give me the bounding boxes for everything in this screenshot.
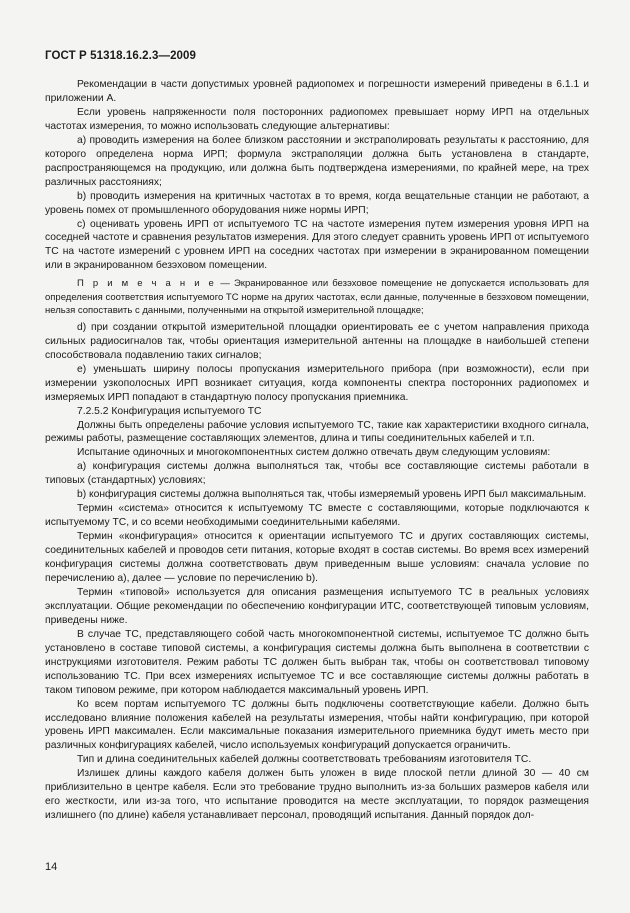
list-item-d: d) при создании открытой измерительной площадки ориентировать ее с учетом направления прихода сильных радиосигналов так, чтобы ориентация измерительной антенны на площадке в наибольшей степени способствовала подавлению таких сигналов;	[45, 321, 589, 361]
section-heading: 7.2.5.2 Конфигурация испытуемого ТС	[77, 405, 262, 417]
list-item-b: b) проводить измерения на критичных частотах в то время, когда вещательные станции не работают, а уровень помех от промышленного оборудования ниже нормы ИРП;	[45, 190, 589, 216]
document-header: ГОСТ Р 51318.16.2.3—2009	[45, 50, 197, 62]
document-body	[45, 78, 589, 823]
paragraph: Ко всем портам испытуемого ТС должны быть подключены соответствующие кабели. Должно быть исследовано влияние положения кабелей на результаты измерения, чтобы найти конфигурацию, при которой уровень ИРП максимален. Если максимальные показания измерительного приемника будут иметь место при различных конфигурациях кабелей, число используемых конфигураций допускается ограничить.	[45, 698, 589, 752]
paragraph: Термин «система» относится к испытуемому ТС вместе с составляющими, которые подключаются к испытуемому ТС, и со всеми необходимыми соединительными кабелями.	[45, 503, 589, 529]
list-item-e: е) уменьшать ширину полосы пропускания измерительного прибора (при возможности), если при измерении узкополосных ИРП возникает ситуация, когда компоненты спектра посторонних радиопомех и измеряемых ИРП попадают в стандартную полосу пропускания приемника.	[45, 363, 589, 403]
paragraph: Должны быть определены рабочие условия испытуемого ТС, такие как характеристики входного сигнала, режимы работы, размещение составляющих элементов, длина и типы соединительных кабелей и т.п.	[45, 419, 589, 445]
paragraph: Испытание одиночных и многокомпонентных систем должно отвечать двум следующим условиям:	[77, 447, 551, 459]
note-label: П р и м е ч а н и е	[77, 278, 217, 290]
note	[45, 277, 589, 318]
paragraph: Рекомендации в части допустимых уровней радиопомех и погрешности измерений приведены в 6.1.1 и приложении А.	[45, 79, 589, 104]
list-item-a: а) проводить измерения на более близком расстоянии и экстраполировать результаты к расстоянию, для которого определена норма ИРП; формула экстраполяции должна быть установлена в стандарте, распространяющемся на продукцию, или должна быть подтверждена измерениями, по крайней мере, на трех различных расстояниях;	[45, 134, 589, 188]
paragraph: Излишек длины каждого кабеля должен быть уложен в виде плоской петли длиной 30 — 40 см приблизительно в центре кабеля. Если это требование трудно выполнить из-за больших размеров кабеля или его жесткости, или из-за того, что испытание проводится на месте эксплуатации, то порядок размещения излишнего (по длине) кабеля устанавливает персонал, проводящий испытания. Данный порядок дол-	[45, 768, 589, 822]
page-number: 14	[45, 861, 58, 873]
paragraph: Термин «конфигурация» относится к ориентации испытуемого ТС и других составляющих системы, соединительных кабелей и проводов сети питания, которые входят в состав системы. Во время всех измерений конфигурация системы должна соответствовать двум приведенным выше условиям: сначала условие по перечислению а), далее — условие по перечислению b).	[45, 531, 589, 584]
note-text: — Экранированное или безэховое помещение не допускается использовать для определения соответствия испытуемого ТС норме на других частотах, если данные, полученные в безэховом помещении, нельзя сопоставить с данными, полученными на открытой измерительной площадке;	[45, 278, 589, 317]
paragraph: Термин «типовой» используется для описания размещения испытуемого ТС в реальных условиях эксплуатации. Общие рекомендации по обеспечению конфигурации ИТС, соответствующей типовым условиям, приведены ниже.	[45, 586, 589, 626]
condition-a: а) конфигурация системы должна выполняться так, чтобы все составляющие системы работали в типовых (стандартных) условиях;	[45, 461, 589, 487]
condition-b: b) конфигурация системы должна выполняться так, чтобы измеряемый уровень ИРП был максимальным.	[77, 489, 587, 501]
paragraph: Тип и длина соединительных кабелей должны соответствовать требованиям изготовителя ТС.	[77, 754, 532, 766]
paragraph: В случае ТС, представляющего собой часть многокомпонентной системы, испытуемое ТС должно быть установлено в составе типовой системы, а конфигурация системы должна быть выполнена в соответствии с инструкциями изготовителя. Режим работы ТС должен быть выбран так, чтобы он соответствовал типовому использованию ТС. При всех измерениях испытуемое ТС и все составляющие системы должны работать в таком типовом режиме, при котором наблюдается максимальный уровень ИРП.	[45, 628, 589, 696]
paragraph: Если уровень напряженности поля посторонних радиопомех превышает норму ИРП на отдельных частотах измерения, то можно использовать следующие альтернативы:	[45, 106, 589, 132]
list-item-c: с) оценивать уровень ИРП от испытуемого ТС на частоте измерения путем измерения уровня ИРП на соседней частоте и сравнения результатов измерения. Для этого следует сравнить уровень ИРП от испытуемого ТС на частоте измерений с уровнем ИРП на соседних частотах при измерении в экранированном помещении или в экранированном безэховом помещении.	[45, 218, 589, 272]
